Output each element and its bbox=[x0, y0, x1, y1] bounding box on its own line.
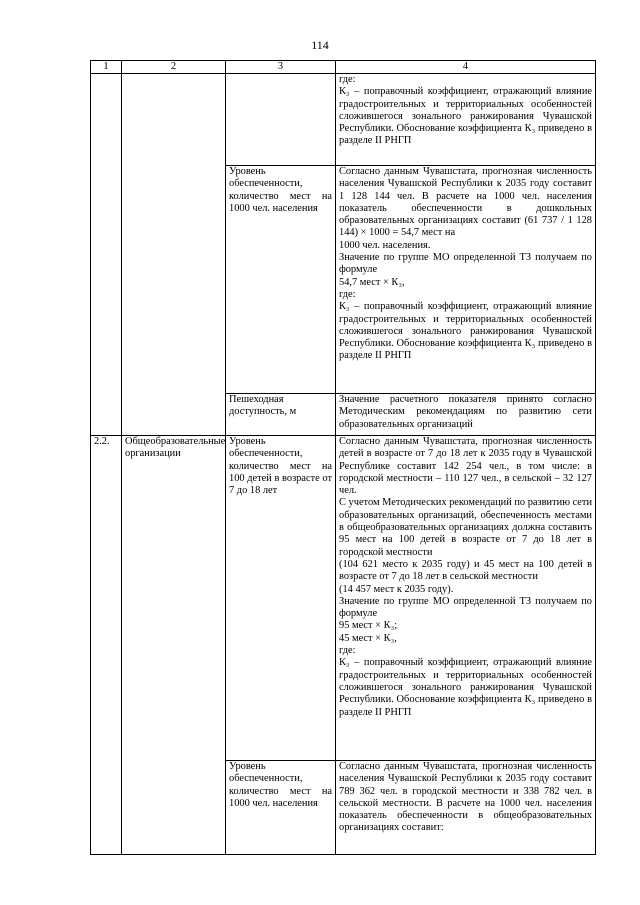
object-name-cell bbox=[122, 74, 226, 166]
value-line: 95 мест × К₃; bbox=[339, 620, 398, 632]
value-line: С учетом Методических рекомендаций по развитию сети образовательных организаций, обеспеченность местами в общеобразовательных организациях должна составить 95 мест на 100 детей в возрасте от 7 до 18 лет в городской местности bbox=[339, 497, 593, 558]
table-row bbox=[91, 394, 596, 436]
value-cell bbox=[336, 761, 596, 855]
header-cell: 2 bbox=[122, 61, 226, 74]
indicator-cell: Уровень обеспеченности, количество мест на 1000 чел. населения bbox=[226, 166, 336, 394]
row-number-cell: 2.2. bbox=[91, 436, 122, 761]
indicator-cell: Пешеходная доступность, м bbox=[226, 394, 336, 436]
value-cell bbox=[336, 166, 596, 394]
row-number-cell bbox=[91, 166, 122, 394]
value-line: (104 621 место к 2035 году) и 45 мест на 100 детей в возрасте от 7 до 18 лет в сельской местности bbox=[339, 558, 592, 583]
value-cell bbox=[336, 394, 596, 436]
page-number: 114 bbox=[311, 38, 329, 52]
regulations-table bbox=[90, 60, 596, 855]
table-row bbox=[91, 436, 596, 761]
indicator-cell: Уровень обеспеченности, количество мест на 100 детей в возрасте от 7 до 18 лет bbox=[226, 436, 336, 761]
value-line: К₃ – поправочный коэффициент, отражающий влияние градостроительных и территориальных особенностей сложившегося зонального ранжирования Чувашской Республики. Обоснование коэффициента К₃ приведено в разделе II РНГП bbox=[339, 86, 592, 147]
row-number-cell bbox=[91, 761, 122, 855]
value-line: Значение по группе МО определенной ТЗ получаем по формуле bbox=[339, 252, 592, 276]
table-header-row bbox=[91, 61, 596, 74]
indicator-cell bbox=[226, 74, 336, 166]
value-line: 1000 чел. населения. bbox=[339, 239, 431, 251]
value-line: Значение расчетного показателя принято согласно Методическим рекомендациям по развитию сети образовательных организаций bbox=[339, 394, 592, 430]
table-row bbox=[91, 74, 596, 166]
indicator-cell: Уровень обеспеченности, количество мест на 1000 чел. населения bbox=[226, 761, 336, 855]
value-line: К₃ – поправочный коэффициент, отражающий влияние градостроительных и территориальных особенностей сложившегося зонального ранжирования Чувашской Республики. Обоснование коэффициента К₃ приведено в разделе II РНГП bbox=[339, 657, 592, 718]
row-number-cell bbox=[91, 394, 122, 436]
table-row bbox=[91, 166, 596, 394]
header-cell: 1 bbox=[91, 61, 122, 74]
object-name-cell bbox=[122, 166, 226, 394]
value-cell bbox=[336, 436, 596, 761]
value-line: К₃ – поправочный коэффициент, отражающий влияние градостроительных и территориальных особенностей сложившегося зонального ранжирования Чувашской Республики. Обоснование коэффициента К₃ приведено в разделе II РНГП bbox=[339, 301, 592, 362]
header-cell: 4 bbox=[336, 61, 596, 74]
object-name-cell: Общеобразовательные организации bbox=[122, 436, 226, 761]
value-line: 54,7 мест × К₃, bbox=[339, 276, 405, 288]
value-line: Значение по группе МО определенной ТЗ получаем по формуле bbox=[339, 595, 592, 620]
value-cell bbox=[336, 74, 596, 166]
value-line: 45 мест × К₃, bbox=[339, 632, 397, 644]
value-line: Согласно данным Чувашстата, прогнозная численность населения Чувашской Республики к 2035 году составит 789 362 чел. в городской местности и 338 782 чел. в сельской местности. В расчете на 1000 чел. населения показатель обеспеченности в общеобразовательных организациях составит: bbox=[339, 761, 592, 834]
value-line: Согласно данным Чувашстата, прогнозная численность детей в возрасте от 7 до 18 лет к 2035 году в Чувашской Республике составит 142 254 чел., в том числе: в городской местности – 110 127 чел., в сельской – 32 127 чел. bbox=[339, 436, 592, 497]
value-line: где: bbox=[339, 74, 356, 85]
object-name-cell bbox=[122, 761, 226, 855]
table-row bbox=[91, 761, 596, 855]
value-line: где: bbox=[339, 645, 356, 657]
value-line: (14 457 мест к 2035 году). bbox=[339, 583, 454, 595]
header-cell: 3 bbox=[226, 61, 336, 74]
row-number-cell bbox=[91, 74, 122, 166]
object-name-cell bbox=[122, 394, 226, 436]
value-line: Согласно данным Чувашстата, прогнозная численность населения Чувашской Республики к 2035 году составит 1 128 144 чел. В расчете на 1000 чел. населения показатель обеспеченности в дошкольных образовательных организациях составит (61 737 / 1 128 144) × 1000 = 54,7 мест на bbox=[339, 166, 592, 239]
value-line: где: bbox=[339, 288, 356, 300]
